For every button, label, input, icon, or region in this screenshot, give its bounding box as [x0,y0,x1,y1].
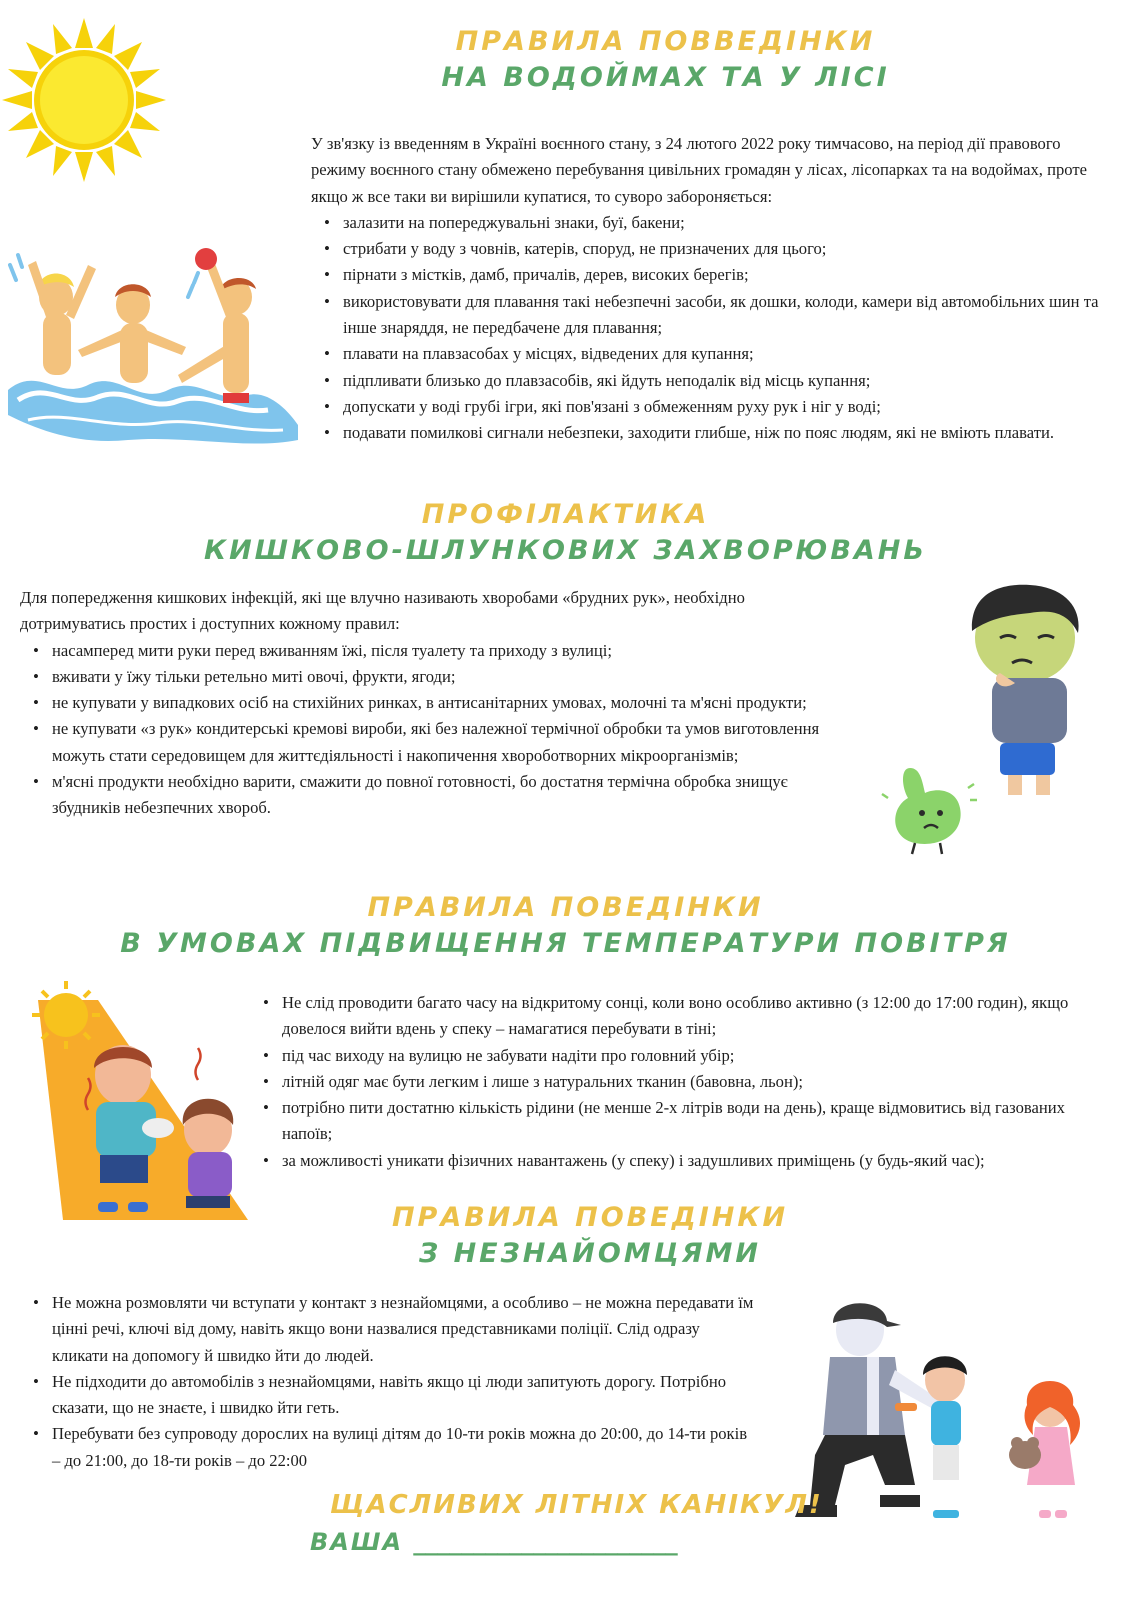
section1-list [311,210,1106,447]
list-item: • потрібно пити достатню кількість рідини (не менше 2-х літрів води на день), краще відмовитись від газованих напоїв; [250,1095,1100,1148]
hot-weather-kids-illustration [28,980,253,1230]
sun-icon [0,15,170,185]
section4-title-line1: ПРАВИЛА ПОВЕДІНКИ [391,1202,789,1233]
section3-title-line1: ПРАВИЛА ПОВЕДІНКИ [367,892,764,923]
section3-title [0,890,1131,962]
list-item: • використовувати для плавання такі небезпечні засоби, як дошки, колоди, камери від автомобільних шин та інше знаряддя, не передбачене для плавання; [311,289,1106,342]
list-item: • Не можна розмовляти чи вступати у контакт з незнайомцями, а особливо – не можна передавати їм цінні речі, ключі від дому, навіть якщо вони назвалися представниками поліції. Слід одразу кликати на допомогу й швидко йти до людей. [20,1290,755,1369]
list-item: • за можливості уникати фізичних навантажень (у спеку) і задушливих приміщень (у будь-який час); [250,1148,1100,1174]
signature-label: ВАША [310,1528,404,1556]
list-item: • пірнати з містків, дамб, причалів, дерев, високих берегів; [311,262,1106,288]
section2-title [0,497,1131,569]
list-item: • подавати помилкові сигнали небезпеки, заходити глибше, ніж по пояс людям, які не вміють плавати. [311,420,1106,446]
list-item: • літній одяг має бути легким і лише з натуральних тканин (бавовна, льон); [250,1069,1100,1095]
footer-wish: ЩАСЛИВИХ ЛІТНІХ КАНІКУЛ! [330,1490,823,1520]
section1-intro: У зв'язку із введенням в Україні воєнного стану, з 24 лютого 2022 року тимчасово, на період дії правового режиму воєнного стану обмежено перебування цивільних громадян у лісах, лісопарках та на водоймах, проте якщо ж все таки ви вирішили купатися, то суворо забороняється: [311,134,1087,206]
section2-title-line1: ПРОФІЛАКТИКА [421,499,710,530]
list-item: • стрибати у воду з човнів, катерів, споруд, не призначених для цього; [311,236,1106,262]
list-item: • вживати у їжу тільки ретельно миті овочі, фрукти, ягоди; [20,664,850,690]
sick-boy-illustration [960,583,1100,798]
section4-list [20,1290,755,1474]
section2-body [20,585,850,822]
signature-line: ______________________ [413,1528,678,1556]
section3-list [250,990,1100,1174]
section2-list [20,638,850,822]
list-item: • насамперед мити руки перед вживанням їжі, після туалету та приходу з вулиці; [20,638,850,664]
list-item: • підпливати близько до плавзасобів, які йдуть неподалік від місць купання; [311,368,1106,394]
list-item: • Не підходити до автомобілів з незнайомцями, навіть якщо ці люди запитують дорогу. Потрібно сказати, що не знаєте, і швидко йти геть. [20,1369,755,1422]
section1-title [100,24,1131,96]
section2-title-line2: КИШКОВО-ШЛУНКОВИХ ЗАХВОРЮВАНЬ [204,535,927,566]
list-item: • не купувати у випадкових осіб на стихійних ринках, в антисанітарних умовах, молочні та м'ясні продукти; [20,690,850,716]
section3-title-line2: В УМОВАХ ПІДВИЩЕННЯ ТЕМПЕРАТУРИ ПОВІТРЯ [120,928,1011,959]
section2-intro: Для попередження кишкових інфекцій, які ще влучно називають хворобами «брудних рук», необхідно дотримуватись простих і доступних кожному правил: [20,588,745,634]
section4-title [290,1200,890,1272]
list-item: • не купувати «з рук» кондитерські кремові вироби, які без належної термічної обробки та умов виготовлення можуть стати середовищем для життєдіяльності і накопичення хвороботворних мікроорганізмів; [20,716,850,769]
section3-body [250,990,1100,1174]
list-item: • м'ясні продукти необхідно варити, смажити до повної готовності, бо достатня термічна обробка знищує збудників небезпечних хвороб. [20,769,850,822]
sick-stomach-illustration [880,758,980,858]
list-item: • Перебувати без супроводу дорослих на вулиці дітям до 10-ти років можна до 20:00, до 14-ти років – до 21:00, до 18-ти років – до 22:00 [20,1421,755,1474]
swimming-kids-illustration [8,225,298,455]
list-item: • під час виходу на вулицю не забувати надіти про головний убір; [250,1043,1100,1069]
list-item: • Не слід проводити багато часу на відкритому сонці, коли воно особливо активно (з 12:00 до 17:00 годин), якщо довелося вийти вдень у спеку – намагатися перебувати в тіні; [250,990,1100,1043]
footer-signature [310,1528,677,1556]
list-item: • плавати на плавзасобах у місцях, відведених для купання; [311,341,1106,367]
section1-body [311,131,1106,447]
section4-title-line2: З НЕЗНАЙОМЦЯМИ [418,1238,762,1269]
section1-title-line2: НА ВОДОЙМАХ ТА У ЛІСІ [441,62,890,93]
section1-title-line1: ПРАВИЛА ПОВВЕДІНКИ [455,26,876,57]
list-item: • залазити на попереджувальні знаки, буї, бакени; [311,210,1106,236]
list-item: • допускати у воді грубі ігри, які пов'язані з обмеженням руху рук і ніг у воді; [311,394,1106,420]
section4-body [20,1290,755,1474]
